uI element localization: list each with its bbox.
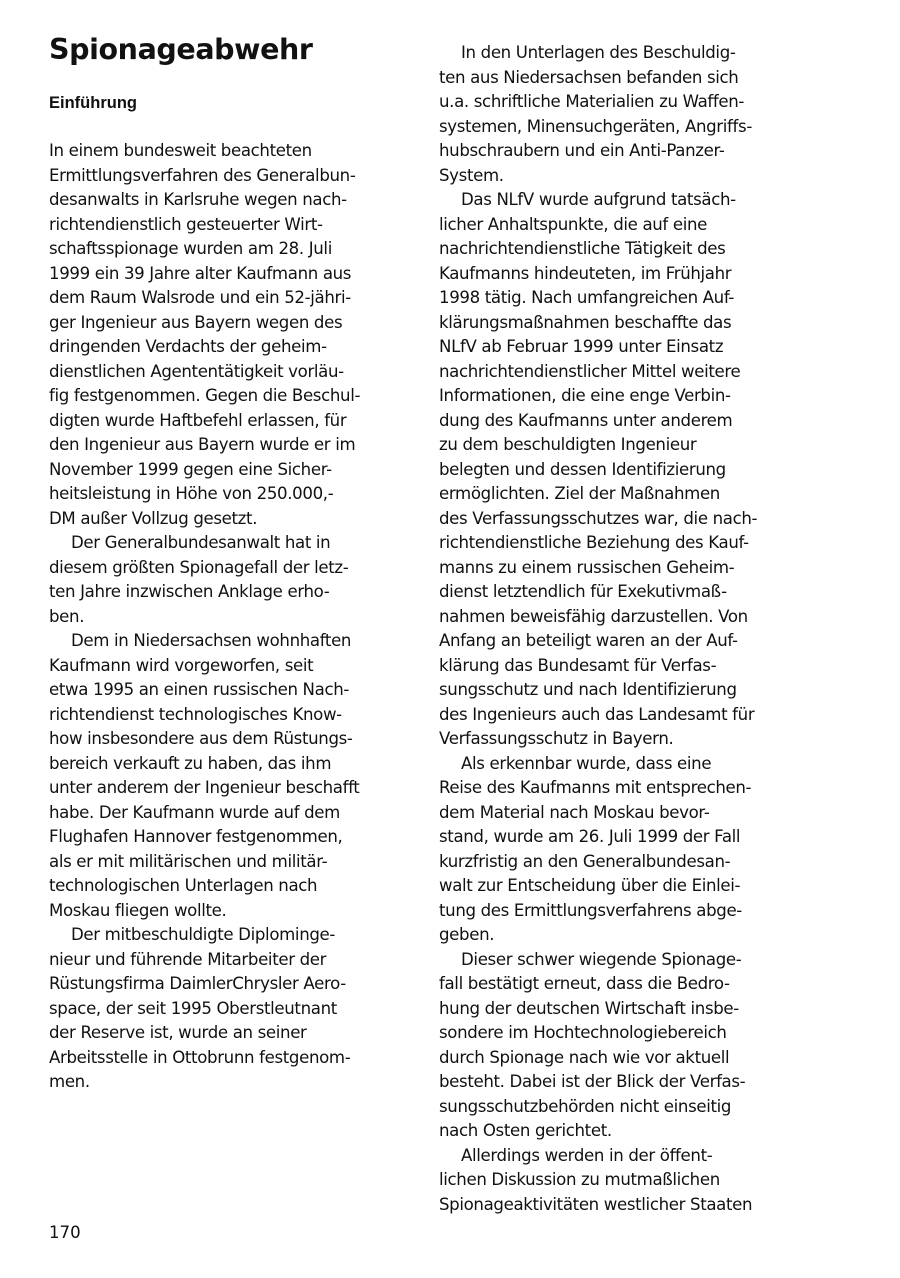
- page-title: Spionageabwehr: [49, 33, 313, 66]
- text-line: Allerdings werden in der öffent-: [461, 1145, 713, 1165]
- text-line: kurzfristig an den Generalbundesan-: [439, 851, 731, 871]
- text-line: Ermittlungsverfahren des Generalbun-: [49, 165, 356, 185]
- text-line: den Ingenieur aus Bayern wurde er im: [49, 435, 356, 454]
- text-line: Kaufmanns hindeuteten, im Frühjahr: [439, 263, 732, 283]
- text-line: geben.: [439, 925, 495, 944]
- text-line: technologischen Unterlagen nach: [49, 876, 318, 895]
- text-line: desanwalts in Karlsruhe wegen nach-: [49, 190, 347, 209]
- text-line: diesem größten Spionagefall der letz-: [49, 557, 349, 577]
- text-line: tung des Ermittlungsverfahrens abge-: [439, 900, 742, 920]
- text-line: dung des Kaufmanns unter anderem: [439, 410, 733, 430]
- text-line: habe. Der Kaufmann wurde auf dem: [49, 802, 340, 822]
- text-line: fig festgenommen. Gegen die Beschul-: [49, 386, 361, 405]
- text-line: dienstlichen Agententätigkeit vorläu-: [49, 361, 344, 381]
- text-line: Moskau fliegen wollte.: [49, 900, 227, 920]
- text-line: Informationen, die eine enge Verbin-: [439, 386, 731, 405]
- text-line: dienst letztendlich für Exekutivmaß-: [439, 582, 727, 601]
- text-line: Arbeitsstelle in Ottobrunn festgenom-: [49, 1047, 351, 1067]
- text-line: digten wurde Haftbefehl erlassen, für: [49, 410, 347, 430]
- text-line: Der Generalbundesanwalt hat in: [71, 533, 331, 552]
- section-heading: Einführung: [49, 94, 137, 112]
- text-line: Reise des Kaufmanns mit entsprechen-: [439, 778, 752, 797]
- text-line: Der mitbeschuldigte Diplominge-: [71, 925, 336, 944]
- text-line: dringenden Verdachts der geheim-: [49, 337, 327, 356]
- text-line: men.: [49, 1072, 90, 1091]
- text-line: Dieser schwer wiegende Spionage-: [461, 949, 742, 969]
- text-line: nieur und führende Mitarbeiter der: [49, 949, 327, 969]
- text-line: hubschraubern und ein Anti-Panzer-: [439, 141, 725, 160]
- text-line: klärungsmaßnahmen beschaffte das: [439, 312, 732, 332]
- text-line: ten aus Niedersachsen befanden sich: [439, 67, 739, 87]
- text-line: zu dem beschuldigten Ingenieur: [439, 435, 697, 454]
- text-line: nachrichtendienstlicher Mittel weitere: [439, 361, 741, 381]
- text-line: ben.: [49, 606, 85, 626]
- text-line: belegten und dessen Identifizierung: [439, 459, 726, 479]
- text-line: how insbesondere aus dem Rüstungs-: [49, 729, 353, 748]
- text-line: richtendienstliche Beziehung des Kauf-: [439, 533, 749, 552]
- text-line: sungsschutz und nach Identifizierung: [439, 680, 737, 699]
- text-line: sondere im Hochtechnologiebereich: [439, 1023, 727, 1042]
- text-line: systemen, Minensuchgeräten, Angriffs-: [439, 116, 752, 136]
- text-line: space, der seit 1995 Oberstleutnant: [49, 998, 337, 1018]
- text-line: der Reserve ist, wurde an seiner: [49, 1023, 307, 1042]
- text-line: durch Spionage nach wie vor aktuell: [439, 1047, 730, 1067]
- text-line: etwa 1995 an einen russischen Nach-: [49, 680, 350, 699]
- text-line: 1998 tätig. Nach umfangreichen Auf-: [439, 288, 735, 307]
- text-line: Kaufmann wird vorgeworfen, seit: [49, 655, 314, 675]
- page-number: 170: [49, 1223, 81, 1242]
- text-line: walt zur Entscheidung über die Einlei-: [439, 876, 741, 895]
- text-line: sungsschutzbehörden nicht einseitig: [439, 1096, 732, 1116]
- text-line: Als erkennbar wurde, dass eine: [461, 753, 712, 773]
- text-line: hung der deutschen Wirtschaft insbe-: [439, 998, 739, 1018]
- text-line: November 1999 gegen eine Sicher-: [49, 459, 332, 479]
- text-line: ger Ingenieur aus Bayern wegen des: [49, 312, 343, 332]
- left-text-column: [49, 139, 407, 1095]
- text-line: ten Jahre inzwischen Anklage erho-: [49, 582, 330, 601]
- text-line: manns zu einem russischen Geheim-: [439, 557, 735, 577]
- text-line: u.a. schriftliche Materialien zu Waffen-: [439, 92, 745, 111]
- text-line: Rüstungsfirma DaimlerChrysler Aero-: [49, 974, 346, 993]
- text-line: Anfang an beteiligt waren an der Auf-: [439, 631, 738, 650]
- text-line: nachrichtendienstliche Tätigkeit des: [439, 239, 726, 258]
- text-line: unter anderem der Ingenieur beschafft: [49, 778, 360, 797]
- text-line: dem Material nach Moskau bevor-: [439, 802, 710, 822]
- text-line: nahmen beweisfähig darzustellen. Von: [439, 606, 748, 626]
- text-line: dem Raum Walsrode und ein 52-jähri-: [49, 288, 351, 307]
- text-line: NLfV ab Februar 1999 unter Einsatz: [439, 337, 724, 356]
- text-line: Dem in Niedersachsen wohnhaften: [71, 631, 352, 650]
- text-line: nach Osten gerichtet.: [439, 1121, 612, 1140]
- text-line: DM außer Vollzug gesetzt.: [49, 508, 258, 528]
- text-line: Das NLfV wurde aufgrund tatsäch-: [461, 190, 736, 209]
- text-line: stand, wurde am 26. Juli 1999 der Fall: [439, 827, 741, 846]
- text-line: In einem bundesweit beachteten: [49, 141, 312, 160]
- text-line: heitsleistung in Höhe von 250.000,-: [49, 484, 334, 503]
- text-line: schaftsspionage wurden am 28. Juli: [49, 239, 332, 258]
- text-line: ermöglichten. Ziel der Maßnahmen: [439, 484, 720, 503]
- text-line: In den Unterlagen des Beschuldig-: [461, 43, 736, 62]
- text-line: des Ingenieurs auch das Landesamt für: [439, 704, 755, 724]
- text-line: besteht. Dabei ist der Blick der Verfas-: [439, 1072, 746, 1091]
- text-line: Flughafen Hannover festgenommen,: [49, 827, 343, 846]
- text-line: fall bestätigt erneut, dass die Bedro-: [439, 974, 730, 993]
- text-line: als er mit militärischen und militär-: [49, 851, 328, 871]
- text-line: richtendienst technologisches Know-: [49, 704, 342, 724]
- text-line: des Verfassungsschutzes war, die nach-: [439, 508, 758, 528]
- text-line: 1999 ein 39 Jahre alter Kaufmann aus: [49, 263, 352, 283]
- text-line: richtendienstlich gesteuerter Wirt-: [49, 214, 323, 234]
- text-line: Verfassungsschutz in Bayern.: [439, 729, 674, 748]
- text-line: lichen Diskussion zu mutmaßlichen: [439, 1170, 720, 1189]
- text-line: licher Anhaltspunkte, die auf eine: [439, 214, 707, 234]
- text-line: klärung das Bundesamt für Verfas-: [439, 655, 717, 675]
- text-line: System.: [439, 165, 504, 185]
- text-line: bereich verkauft zu haben, das ihm: [49, 753, 332, 773]
- right-text-column: [439, 41, 797, 1217]
- text-line: Spionageaktivitäten westlicher Staaten: [439, 1194, 753, 1214]
